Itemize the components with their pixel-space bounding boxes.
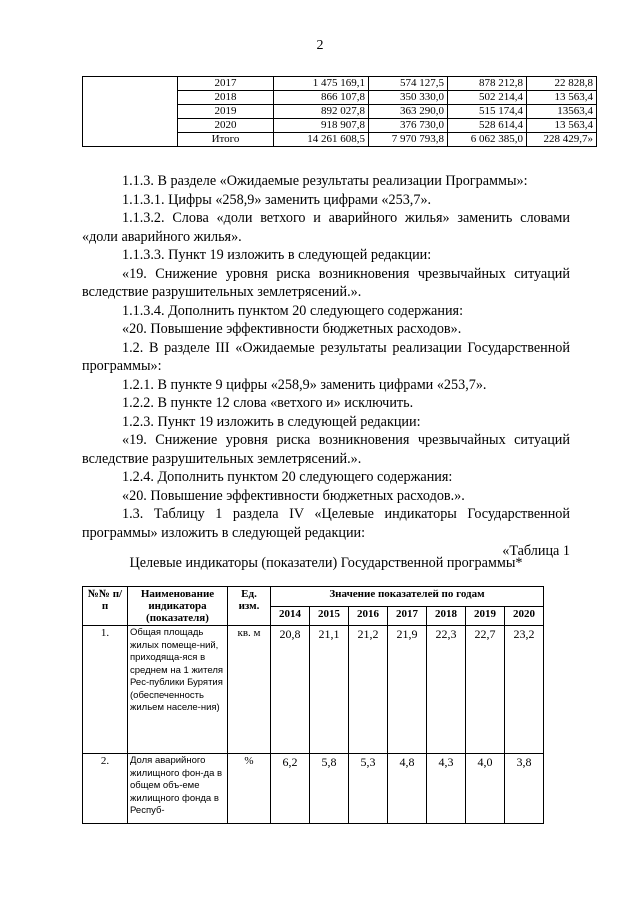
header-unit: Ед. изм. <box>228 587 271 626</box>
row-value: 4,3 <box>427 754 466 824</box>
row-num: 1. <box>83 626 128 754</box>
finance-value: 14 261 608,5 <box>274 133 369 147</box>
row-value: 4,0 <box>466 754 505 824</box>
indicator-table <box>82 586 544 824</box>
finance-blank-cell <box>83 77 178 147</box>
finance-value: 918 907,8 <box>274 119 369 133</box>
paragraph: 1.1.3. В разделе «Ожидаемые результаты реализации Программы»: <box>122 173 528 189</box>
page-number: 2 <box>316 38 324 53</box>
row-name: Доля аварийного жилищного фон-да в общем объ-еме жилищного фонда в Респуб- <box>128 754 228 824</box>
paragraph: 1.2.2. В пункте 12 слова «ветхого и» исключить. <box>122 395 414 411</box>
row-value: 23,2 <box>505 626 544 754</box>
finance-value: 878 212,8 <box>448 77 527 91</box>
finance-value: 502 214,4 <box>448 91 527 105</box>
finance-value: 13 563,4 <box>527 91 597 105</box>
header-year: 2016 <box>349 606 388 626</box>
row-unit: % <box>228 754 271 824</box>
paragraph: «19. Снижение уровня риска возникновения чрезвычайных ситуаций вследствие разрушительных землетрясений.». <box>82 265 570 300</box>
paragraph: 1.2. В разделе III «Ожидаемые результаты реализации Государственной программы»: <box>82 339 570 374</box>
table-row <box>83 754 544 824</box>
finance-value: 515 174,4 <box>448 105 527 119</box>
paragraph: 1.3. Таблицу 1 раздела IV «Целевые индикаторы Государственной программы» изложить в следующей редакции: <box>82 506 570 541</box>
paragraph: 1.1.3.3. Пункт 19 изложить в следующей редакции: <box>122 247 432 263</box>
header-year: 2019 <box>466 606 505 626</box>
amendments-text <box>82 172 570 561</box>
row-value: 22,7 <box>466 626 505 754</box>
header-year: 2014 <box>271 606 310 626</box>
finance-value: 363 290,0 <box>369 105 448 119</box>
paragraph: «20. Повышение эффективности бюджетных расходов.». <box>122 487 465 504</box>
paragraph: 1.2.1. В пункте 9 цифры «258,9» заменить цифрами «253,7». <box>122 376 487 393</box>
row-value: 20,8 <box>271 626 310 754</box>
finance-year: 2020 <box>178 119 274 133</box>
paragraph: 1.1.3.4. Дополнить пунктом 20 следующего содержания: <box>122 302 464 319</box>
finance-row <box>83 77 597 91</box>
finance-value: 1 475 169,1 <box>274 77 369 91</box>
row-value: 4,8 <box>388 754 427 824</box>
finance-value: 228 429,7» <box>527 133 597 147</box>
finance-year: 2017 <box>178 77 274 91</box>
finance-value: 866 107,8 <box>274 91 369 105</box>
finance-value: 376 730,0 <box>369 119 448 133</box>
row-value: 6,2 <box>271 754 310 824</box>
row-value: 21,1 <box>310 626 349 754</box>
row-unit: кв. м <box>228 626 271 754</box>
finance-year: 2019 <box>178 105 274 119</box>
finance-value: 350 330,0 <box>369 91 448 105</box>
row-name: Общая площадь жилых помеще-ний, приходяща-яся в среднем на 1 жителя Рес-публики Бурятия (обеспеченность жильем населе-ния) <box>128 626 228 754</box>
header-year: 2015 <box>310 606 349 626</box>
finance-value: 574 127,5 <box>369 77 448 91</box>
table-row <box>83 626 544 754</box>
finance-year: Итого <box>178 133 274 147</box>
paragraph: 1.2.4. Дополнить пунктом 20 следующего содержания: <box>122 469 453 485</box>
paragraph: 1.1.3.2. Слова «доли ветхого и аварийного жилья» заменить словами «доли аварийного жилья». <box>82 210 570 245</box>
finance-year: 2018 <box>178 91 274 105</box>
finance-value: 6 062 385,0 <box>448 133 527 147</box>
finance-value: 528 614,4 <box>448 119 527 133</box>
finance-value: 13 563,4 <box>527 119 597 133</box>
row-value: 5,3 <box>349 754 388 824</box>
header-values-group: Значение показателей по годам <box>271 587 544 607</box>
row-value: 22,3 <box>427 626 466 754</box>
finance-value: 13563,4 <box>527 105 597 119</box>
paragraph: 1.1.3.1. Цифры «258,9» заменить цифрами «253,7». <box>122 191 432 208</box>
header-num: №№ п/п <box>83 587 128 626</box>
table-title: Целевые индикаторы (показатели) Государственной программы* <box>129 555 523 571</box>
header-name: Наименование индикатора (показателя) <box>128 587 228 626</box>
paragraph: 1.2.3. Пункт 19 изложить в следующей редакции: <box>122 413 421 430</box>
finance-table <box>82 76 597 147</box>
row-value: 3,8 <box>505 754 544 824</box>
header-year: 2020 <box>505 606 544 626</box>
header-year: 2018 <box>427 606 466 626</box>
row-value: 21,9 <box>388 626 427 754</box>
row-value: 21,2 <box>349 626 388 754</box>
finance-value: 7 970 793,8 <box>369 133 448 147</box>
header-year: 2017 <box>388 606 427 626</box>
finance-value: 22 828,8 <box>527 77 597 91</box>
row-value: 5,8 <box>310 754 349 824</box>
table-label: «Таблица 1 <box>502 543 570 559</box>
row-num: 2. <box>83 754 128 824</box>
paragraph: «20. Повышение эффективности бюджетных расходов». <box>122 321 462 337</box>
paragraph: «19. Снижение уровня риска возникновения чрезвычайных ситуаций вследствие разрушительных землетрясений.». <box>82 432 570 467</box>
finance-value: 892 027,8 <box>274 105 369 119</box>
